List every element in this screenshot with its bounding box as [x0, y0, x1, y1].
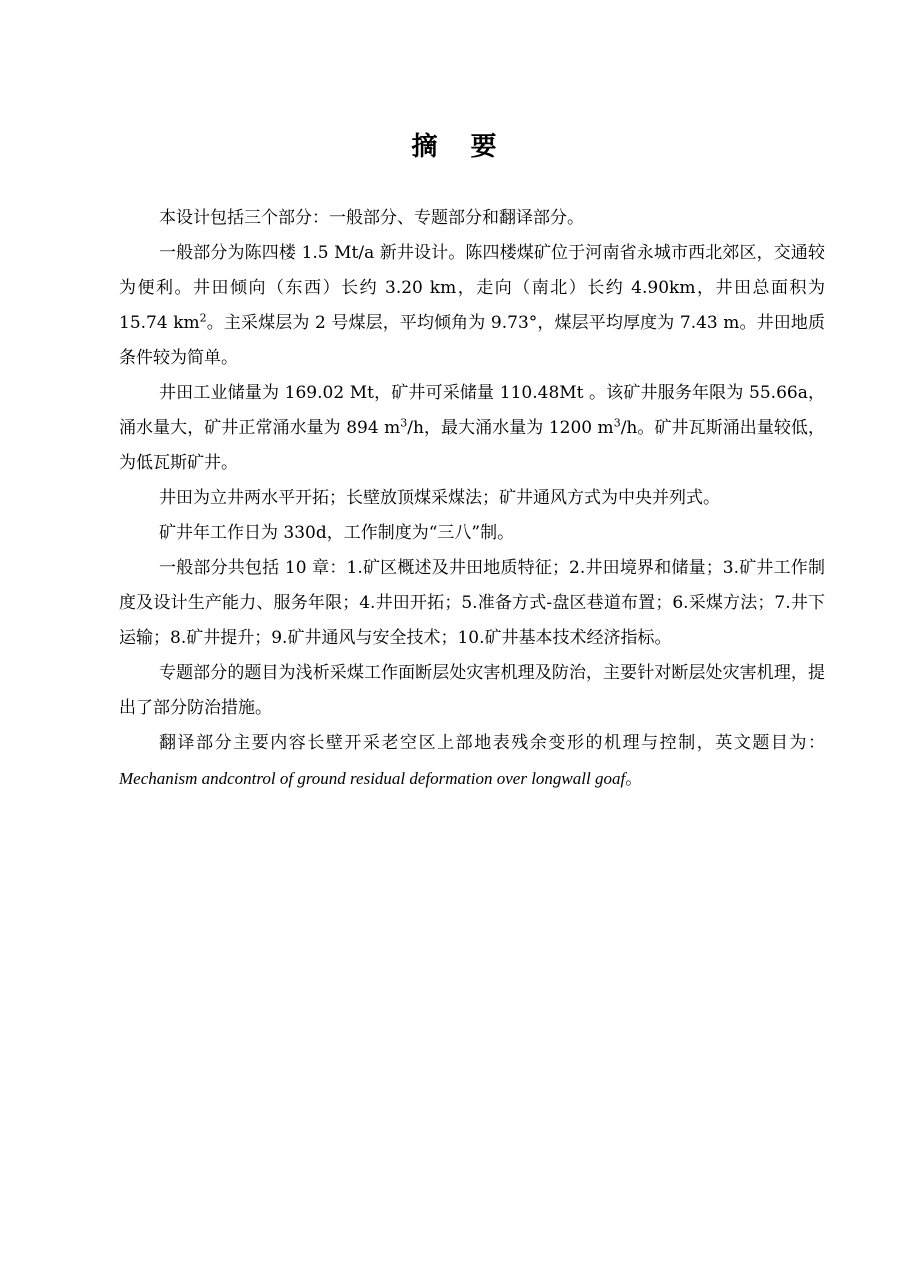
paragraph-text: 井田工业储量为 169.02 Mt，矿井可采储量 110.48Mt 。该矿井服务年限为 55.66a，涌水量大，矿井正常涌水量为 894 m [119, 383, 825, 438]
superscript: 3 [400, 416, 408, 430]
paragraph-reserves [119, 376, 825, 481]
paragraph-chapters: 一般部分共包括 10 章：1.矿区概述及井田地质特征；2.井田境界和储量；3.矿井工作制度及设计生产能力、服务年限；4.井田开拓；5.准备方式-盘区巷道布置；6.采煤方法；7.井下运输；8.矿井提升；9.矿井通风与安全技术；10.矿井基本技术经济指标。 [119, 558, 825, 648]
paragraph-development: 井田为立井两水平开拓；长壁放顶煤采煤法；矿井通风方式为中央并列式。 [159, 488, 720, 508]
paragraph-text: /h，最大涌水量为 1200 m [407, 418, 614, 438]
paragraph-text: 一般部分为陈四楼 1.5 Mt/a 新井设计。陈四楼煤矿位于河南省永城市西北郊区，交通较为便利。井田倾向（东西）长约 3.20 km，走向（南北）长约 4.90km，井田总面积为 15.74 km [119, 243, 825, 333]
superscript: 3 [613, 416, 621, 430]
paragraph-text: 翻译部分主要内容长壁开采老空区上部地表残余变形的机理与控制，英文题目为： [159, 733, 825, 753]
page-title: 摘 要 [411, 132, 509, 162]
paragraph-translation [119, 726, 825, 797]
paragraph-text: 。 [625, 769, 643, 789]
paragraph-text: 。主采煤层为 2 号煤层，平均倾角为 9.73°，煤层平均厚度为 7.43 m。井田地质条件较为简单。 [119, 313, 825, 368]
superscript: 2 [199, 311, 207, 325]
paragraph-text: /h。矿井瓦斯涌出量较低，为低瓦斯矿井。 [119, 418, 825, 473]
paragraph-special-topic: 专题部分的题目为浅析采煤工作面断层处灾害机理及防治，主要针对断层处灾害机理，提出了部分防治措施。 [119, 663, 825, 718]
english-title: Mechanism andcontrol of ground residual deformation over longwall goaf [119, 769, 626, 788]
paragraph-work-schedule: 矿井年工作日为 330d，工作制度为“三八”制。 [159, 523, 515, 543]
abstract-body [119, 201, 825, 797]
paragraph-general-design [119, 236, 825, 376]
paragraph-overview: 本设计包括三个部分：一般部分、专题部分和翻译部分。 [159, 208, 584, 228]
